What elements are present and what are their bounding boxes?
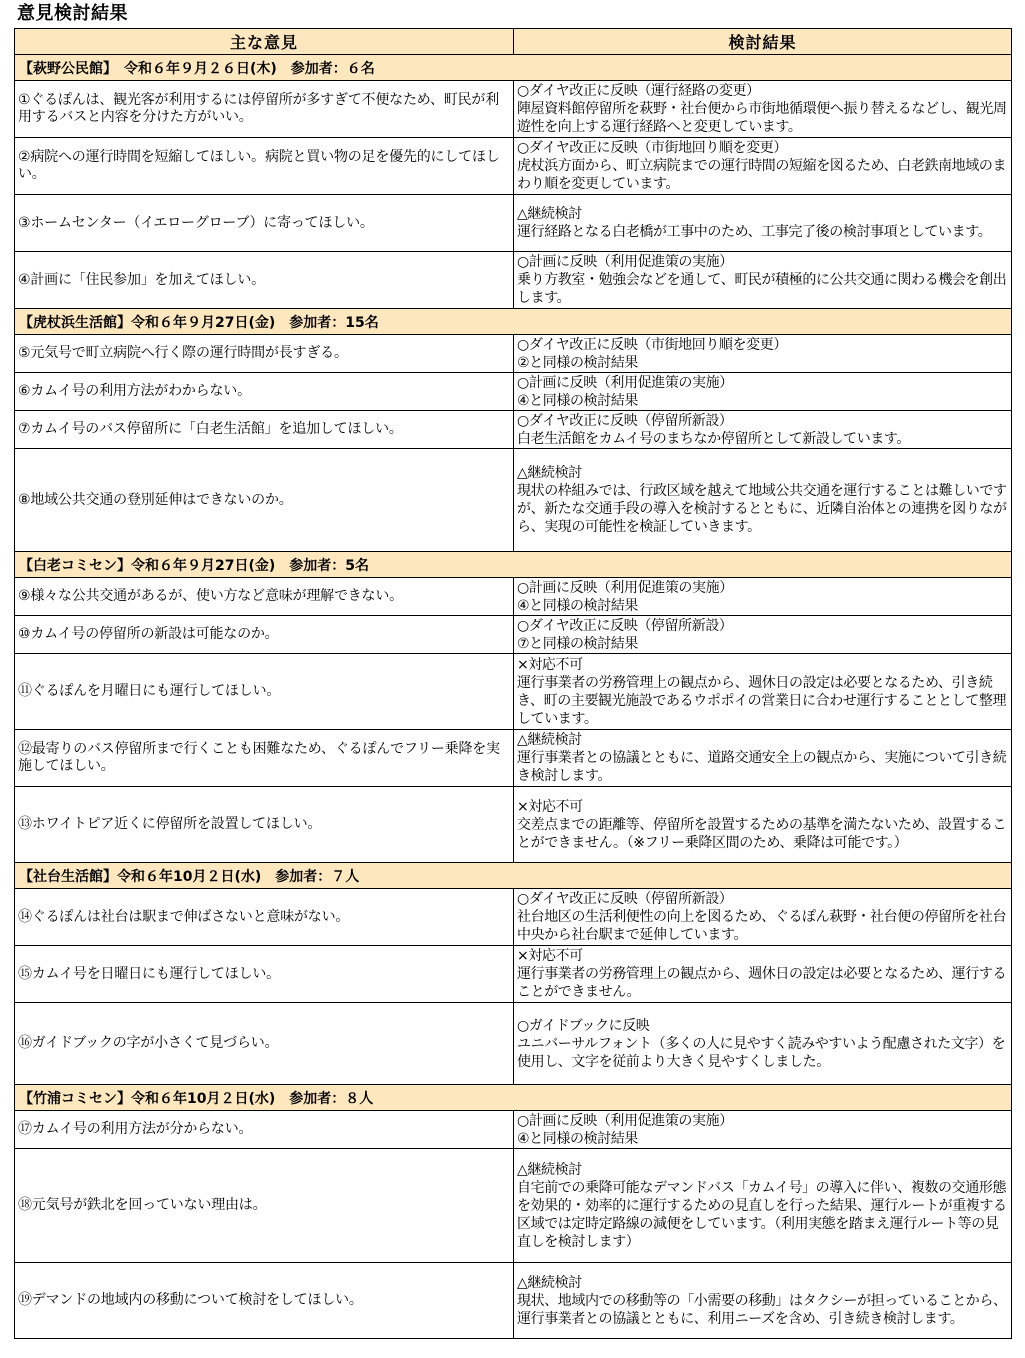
result-detail: 白老生活館をカムイ号のまちなか停留所として新設しています。: [517, 430, 910, 447]
result-status: ○計画に反映（利用促進策の実施）: [517, 374, 733, 391]
result-status: ○ダイヤ改正に反映（停留所新設）: [517, 617, 733, 634]
opinion-cell: ⑦カムイ号のバス停留所に「白老生活館」を追加してほしい。: [15, 411, 514, 449]
opinion-cell: ③ホームセンター（イエローグローブ）に寄ってほしい。: [15, 195, 514, 252]
table-row: [15, 1263, 1012, 1339]
opinion-cell: ⑭ぐるぽんは社台は駅まで伸ばさないと意味がない。: [15, 889, 514, 946]
section-header-row: [15, 1085, 1012, 1111]
table-row: [15, 81, 1012, 138]
result-status: ○計画に反映（利用促進策の実施）: [517, 1112, 733, 1129]
table-row: [15, 373, 1012, 411]
table-row: [15, 335, 1012, 373]
table-row: [15, 1149, 1012, 1263]
result-cell: [514, 889, 1012, 946]
result-status: ○ガイドブックに反映: [517, 1017, 650, 1034]
result-cell: [514, 946, 1012, 1003]
opinion-cell: ⑮カムイ号を日曜日にも運行してほしい。: [15, 946, 514, 1003]
result-cell: [514, 252, 1012, 309]
section-header: 【萩野公民館】 令和６年９月２６日(木) 参加者：６名: [15, 55, 1012, 81]
table-row: [15, 578, 1012, 616]
result-status: △継続検討: [517, 465, 582, 481]
table-row: [15, 138, 1012, 195]
header-opinion: 主な意見: [15, 29, 514, 55]
table-row: [15, 195, 1012, 252]
result-detail: 乗り方教室・勉強会などを通して、町民が積極的に公共交通に関わる機会を創出します。: [517, 272, 1007, 306]
section-header: 【竹浦コミセン】令和６年10月２日(水) 参加者：８人: [15, 1085, 1012, 1111]
opinion-cell: ⑬ホワイトピア近くに停留所を設置してほしい。: [15, 787, 514, 863]
opinion-cell: ⑥カムイ号の利用方法がわからない。: [15, 373, 514, 411]
opinion-cell: ⑯ガイドブックの字が小さくて見づらい。: [15, 1003, 514, 1085]
page-title: 意見検討結果: [17, 3, 128, 24]
result-detail: 運行経路となる白老橋が工事中のため、工事完了後の検討事項としています。: [517, 224, 992, 240]
result-cell: [514, 373, 1012, 411]
result-status: △継続検討: [517, 732, 582, 748]
result-detail: 交差点までの距離等、停留所を設置するための基準を満たないため、設置することができません。（※フリー乗降区間のため、乗降は可能です。）: [517, 816, 1007, 851]
result-cell: [514, 616, 1012, 654]
result-cell: [514, 1149, 1012, 1263]
table-row: [15, 449, 1012, 552]
opinion-cell: ①ぐるぽんは、観光客が利用するには停留所が多すぎて不便なため、町民が利用するバスと内容を分けた方がいい。: [15, 81, 514, 138]
result-detail: 運行事業者の労務管理上の観点から、週休日の設定は必要となるため、運行することができません。: [517, 966, 1007, 1000]
result-detail: 現状の枠組みでは、行政区域を越えて地域公共交通を運行することは難しいですが、新たな交通手段の導入を検討するとともに、近隣自治体との連携を図りながら、実現の可能性を検証していきます。: [517, 483, 1007, 535]
result-status: ○ダイヤ改正に反映（市街地回り順を変更）: [517, 336, 787, 353]
result-detail: ④と同様の検討結果: [517, 1130, 638, 1147]
result-detail: ユニバーサルフォント（多くの人に見やすく読みやすいよう配慮された文字）を使用し、文字を従前より大きく見やすくしました。: [517, 1035, 1006, 1070]
table-row: [15, 654, 1012, 730]
result-cell: [514, 787, 1012, 863]
result-cell: [514, 81, 1012, 138]
result-status: ○ダイヤ改正に反映（市街地回り順を変更）: [517, 140, 787, 156]
opinion-results-table: [14, 28, 1012, 1339]
result-cell: [514, 1263, 1012, 1339]
opinion-cell: ⑪ぐるぽんを月曜日にも運行してほしい。: [15, 654, 514, 730]
result-status: ×対応不可: [517, 948, 583, 964]
result-cell: [514, 1003, 1012, 1085]
table-row: [15, 889, 1012, 946]
table-header-row: [15, 29, 1012, 55]
section-header-row: [15, 552, 1012, 578]
table-row: [15, 730, 1012, 787]
result-cell: [514, 1111, 1012, 1149]
result-status: ×対応不可: [517, 798, 583, 815]
opinion-cell: ⑲デマンドの地域内の移動について検討をしてほしい。: [15, 1263, 514, 1339]
result-status: ○計画に反映（利用促進策の実施）: [517, 254, 733, 270]
section-header: 【社台生活館】令和６年10月２日(水) 参加者：７人: [15, 863, 1012, 889]
opinion-cell: ④計画に「住民参加」を加えてほしい。: [15, 252, 514, 309]
result-detail: 現状、地域内での移動等の「小需要の移動」はタクシーが担っていることから、運行事業者との協議とともに、利用ニーズを含め、引き続き検討します。: [517, 1292, 1007, 1327]
result-cell: [514, 578, 1012, 616]
opinion-cell: ⑧地域公共交通の登別延伸はできないのか。: [15, 449, 514, 552]
table-row: [15, 616, 1012, 654]
table-row: [15, 411, 1012, 449]
result-status: ○計画に反映（利用促進策の実施）: [517, 579, 733, 596]
result-detail: 自宅前での乗降可能なデマンドバス「カムイ号」の導入に伴い、複数の交通形態を効果的・効率的に運行するための見直しを行った結果、運行ルートが重複する区域では定時定路線の減便をしています。（利用実態を踏まえ運行ルート等の見直しを検討します）: [517, 1179, 1007, 1250]
table-row: [15, 787, 1012, 863]
table-row: [15, 1003, 1012, 1085]
result-status: △継続検討: [517, 206, 582, 222]
result-cell: [514, 654, 1012, 730]
result-status: ×対応不可: [517, 656, 583, 673]
result-status: △継続検討: [517, 1161, 582, 1178]
result-detail: 社台地区の生活利便性の向上を図るため、ぐるぽん萩野・社台便の停留所を社台中央から社台駅まで延伸しています。: [517, 909, 1007, 943]
result-detail: 運行事業者の労務管理上の観点から、週休日の設定は必要となるため、引き続き、町の主要観光施設であるウポポイの営業日に合わせ運行することとして整理しています。: [517, 674, 1007, 727]
result-detail: 運行事業者との協議とともに、道路交通安全上の観点から、実施について引き続き検討します。: [517, 750, 1007, 784]
section-header-row: [15, 309, 1012, 335]
result-detail: 虎杖浜方面から、町立病院までの運行時間の短縮を図るため、白老鉄南地域のまわり順を変更しています。: [517, 158, 1007, 192]
table-row: [15, 1111, 1012, 1149]
result-detail: ④と同様の検討結果: [517, 597, 638, 614]
result-cell: [514, 411, 1012, 449]
result-cell: [514, 449, 1012, 552]
opinion-cell: ⑰カムイ号の利用方法が分からない。: [15, 1111, 514, 1149]
section-header-row: [15, 863, 1012, 889]
result-cell: [514, 730, 1012, 787]
opinion-cell: ⑨様々な公共交通があるが、使い方など意味が理解できない。: [15, 578, 514, 616]
result-detail: ④と同様の検討結果: [517, 392, 638, 409]
opinion-cell: ②病院への運行時間を短縮してほしい。病院と買い物の足を優先的にしてほしい。: [15, 138, 514, 195]
section-header: 【白老コミセン】令和６年９月27日(金) 参加者：5名: [15, 552, 1012, 578]
result-status: ○ダイヤ改正に反映（停留所新設）: [517, 891, 733, 907]
opinion-cell: ⑫最寄りのバス停留所まで行くことも困難なため、ぐるぽんでフリー乗降を実施してほしい。: [15, 730, 514, 787]
result-cell: [514, 138, 1012, 195]
table-row: [15, 946, 1012, 1003]
header-result: 検討結果: [514, 29, 1012, 55]
section-header: 【虎杖浜生活館】令和６年９月27日(金) 参加者：15名: [15, 309, 1012, 335]
opinion-cell: ⑩カムイ号の停留所の新設は可能なのか。: [15, 616, 514, 654]
table-row: [15, 252, 1012, 309]
result-detail: ⑦と同様の検討結果: [517, 635, 638, 652]
opinion-cell: ⑱元気号が鉄北を回っていない理由は。: [15, 1149, 514, 1263]
result-status: △継続検討: [517, 1274, 582, 1291]
result-status: ○ダイヤ改正に反映（停留所新設）: [517, 412, 733, 429]
result-detail: ②と同様の検討結果: [517, 354, 638, 371]
opinion-cell: ⑤元気号で町立病院へ行く際の運行時間が長すぎる。: [15, 335, 514, 373]
result-status: ○ダイヤ改正に反映（運行経路の変更）: [517, 83, 760, 99]
result-cell: [514, 195, 1012, 252]
result-detail: 陣屋資料館停留所を萩野・社台便から市街地循環便へ振り替えるなどし、観光周遊性を向上する運行経路へと変更しています。: [517, 101, 1007, 135]
section-header-row: [15, 55, 1012, 81]
result-cell: [514, 335, 1012, 373]
